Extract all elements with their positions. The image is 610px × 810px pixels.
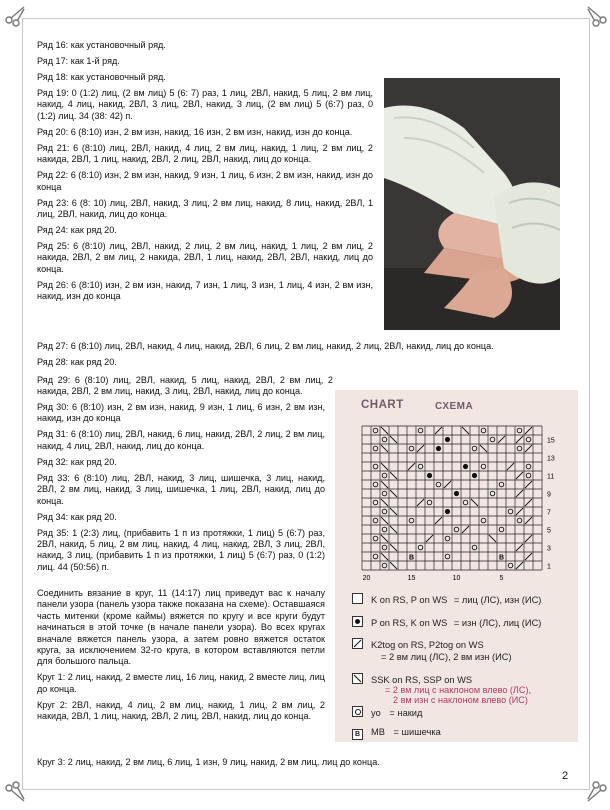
- row-text: Ряд 34: как ряд 20.: [37, 511, 117, 522]
- yarn-over-mark: [373, 428, 378, 433]
- row-text: Ряд 18: как установочный ряд.: [37, 72, 166, 82]
- ssk-mark: [489, 535, 496, 542]
- row-text: Ряд 35: 1 (2:3) лиц, (прибавить 1 п из протяжки, 1 лиц) 5 (6:7) раз, 2ВЛ, накид, 5 лиц, 2 вм лиц, накид, 4 лиц, накид, 2ВЛ, 3 лиц, 2ВЛ, накид, 3 лиц, (прибавить 1 п из протяжки, 1 лиц) 5 (6:7) раз, 0 (1:2) лиц. 44 (50:56) п.: [37, 527, 325, 572]
- yarn-over-mark: [517, 428, 522, 433]
- yarn-over-mark: [472, 446, 477, 451]
- yarn-over-mark: [436, 482, 441, 487]
- legend-ru: = изн (ЛС), лиц (ИС): [453, 618, 542, 628]
- ssk-mark: [462, 427, 469, 434]
- row-text: Ряд 16: как установочный ряд.: [37, 40, 166, 50]
- row-text: Ряд 20: 6 (8:10) изн, 2 вм изн, накид, 16 изн, 2 вм изн, накид, изн до конца.: [37, 126, 353, 137]
- k2tog-mark: [426, 535, 433, 542]
- yarn-over-mark: [373, 518, 378, 523]
- k2tog-mark: [516, 508, 523, 515]
- k2tog-mark: [417, 499, 424, 506]
- purl-dot-icon: [352, 616, 363, 627]
- mittens-photo: [384, 78, 560, 330]
- rows-wide-column: [37, 341, 542, 373]
- yarn-over-mark: [454, 527, 459, 532]
- ssk-icon: [352, 673, 363, 684]
- legend-ru: 2 вм изн с наклоном влево (ИС): [393, 695, 528, 705]
- k2tog-mark: [516, 562, 523, 569]
- k2tog-mark: [525, 499, 532, 506]
- knit-symbol-icon: [352, 593, 363, 604]
- row-text: Круг 3: 2 лиц, накид, 2 вм лиц, 6 лиц, 1 изн, 9 лиц, накид, 2 вм лиц, лиц до конца.: [37, 757, 380, 767]
- yarn-over-mark: [508, 563, 513, 568]
- chart-title-ru: СХЕМА: [435, 401, 474, 412]
- ssk-mark: [390, 436, 397, 443]
- ssk-mark: [381, 499, 388, 506]
- purl-mark: [454, 491, 459, 496]
- page-number: 2: [562, 770, 569, 782]
- bobble-mark: B: [498, 554, 505, 562]
- row-29: [37, 375, 333, 402]
- k2tog-mark: [462, 526, 469, 533]
- ssk-mark: [480, 445, 487, 452]
- k2tog-mark: [516, 490, 523, 497]
- yarn-over-icon: [352, 706, 363, 717]
- yarn-over-mark: [490, 491, 495, 496]
- k2tog-icon: [352, 638, 363, 649]
- column-number-label: 5: [499, 575, 504, 582]
- yarn-over-mark: [427, 500, 432, 505]
- yarn-over-mark: [373, 536, 378, 541]
- row-text: Ряд 29: 6 (8:10) лиц, 2ВЛ, накид, 5 лиц, накид, 2ВЛ, 2 вм лиц, 2 накида, 2ВЛ, 2 вм лиц, накид, 3 лиц, 2ВЛ, накид, лиц до конца.: [37, 375, 333, 397]
- row-text: Ряд 31: 6 (8:10) лиц, 2ВЛ, накид, 6 лиц, накид, 2ВЛ, 2 лиц, 2 вм лиц, накид, 4 лиц, 2ВЛ, накид, лиц до конца.: [37, 429, 325, 451]
- row-text: Ряд 19: 0 (1:2) лиц, (2 вм лиц) 5 (6: 7) раз, 1 лиц, 2ВЛ, накид, 5 лиц, 2 вм лиц, накид, 4 лиц, накид, 2ВЛ, 3 лиц, 2ВЛ, накид, 3 лиц, (2 вм лиц) 5 (6:7) раз, 0 (1:2) лиц. 34 (38: 42) п.: [37, 88, 373, 121]
- purl-mark: [427, 473, 432, 478]
- ssk-mark: [381, 481, 388, 488]
- yarn-over-mark: [517, 518, 522, 523]
- row-number-label: 5: [547, 527, 551, 535]
- ssk-mark: [381, 553, 388, 560]
- yarn-over-mark: [373, 464, 378, 469]
- row-text: Ряд 27: 6 (8:10) лиц, 2ВЛ, накид, 4 лиц, накид, 2ВЛ, 6 лиц, 2 вм лиц, накид, 2 лиц, 2ВЛ, накид, лиц до конца.: [37, 341, 494, 351]
- legend-item: [352, 673, 472, 685]
- purl-mark: [445, 509, 450, 514]
- legend-ru: = 2 вм лиц (ЛС), 2 вм изн (ИС): [381, 652, 512, 662]
- yarn-over-mark: [481, 518, 486, 523]
- yarn-over-mark: [382, 545, 387, 550]
- k2tog-mark: [516, 472, 523, 479]
- yarn-over-mark: [463, 500, 468, 505]
- yarn-over-mark: [418, 464, 423, 469]
- k2tog-mark: [435, 517, 442, 524]
- legend-label: K on RS, P on WS: [371, 595, 448, 605]
- k2tog-mark: [525, 553, 532, 560]
- legend-item: [352, 706, 422, 718]
- ssk-mark: [390, 472, 397, 479]
- yarn-over-mark: [373, 554, 378, 559]
- purl-mark: [445, 437, 450, 442]
- yarn-over-mark: [499, 482, 504, 487]
- row-number-label: 7: [547, 509, 551, 517]
- purl-mark: [436, 446, 441, 451]
- k2tog-mark: [417, 445, 424, 452]
- ssk-mark: [381, 535, 388, 542]
- yarn-over-mark: [526, 464, 531, 469]
- legend-item: [352, 616, 541, 628]
- k2tog-mark: [507, 463, 514, 470]
- rounds-column: [37, 588, 325, 727]
- row-text: Соединить вязание в круг, 11 (14:17) лиц приведут вас к началу панели узора (панель узора также показана на схеме). Оставшаяся часть митенки (кроме каймы) вяжется по кругу и все круги будут начинаться в этой точке (в начале панели узора). Во всех кругах вначале вяжется панель узора, а затем ровно вяжется остаток круга, за исключением 32-го круга, в котором вставляются петли для большого пальца.: [37, 588, 325, 667]
- yarn-over-mark: [490, 437, 495, 442]
- row-text: Ряд 33: 6 (8:10) лиц, 2ВЛ, накид, 3 лиц, шишечка, 3 лиц, накид, 2ВЛ, 2 вм лиц, накид, 3 лиц, шишечка, 1 лиц, 2ВЛ, накид, лиц до конца.: [37, 472, 325, 506]
- yarn-over-mark: [472, 545, 477, 550]
- yarn-over-mark: [382, 473, 387, 478]
- row-number-label: 15: [547, 437, 555, 445]
- legend-label: MB: [371, 727, 385, 737]
- k2tog-mark: [525, 445, 532, 452]
- yarn-over-mark: [508, 509, 513, 514]
- chart-panel: [335, 390, 578, 742]
- yarn-over-mark: [409, 518, 414, 523]
- ssk-mark: [390, 544, 397, 551]
- last-round: [37, 757, 542, 773]
- row-text: Ряд 21: 6 (8:10) лиц, 2ВЛ, накид, 4 лиц, 2 вм лиц, накид, 1 лиц, 2 вм лиц, 2 накида, 2ВЛ, 1 лиц, накид, 2ВЛ, 2 лиц, 2ВЛ, накид, лиц до конца.: [37, 142, 373, 165]
- ssk-mark: [390, 508, 397, 515]
- column-number-label: 10: [452, 575, 461, 582]
- legend-item: [352, 727, 441, 740]
- legend-ru: = лиц (ЛС), изн (ИС): [453, 595, 542, 605]
- ssk-mark: [390, 562, 397, 569]
- ssk-mark: [471, 499, 478, 506]
- k2tog-mark: [525, 517, 532, 524]
- k2tog-mark: [444, 481, 451, 488]
- purl-mark: [463, 464, 468, 469]
- yarn-over-mark: [373, 500, 378, 505]
- ssk-mark: [381, 445, 388, 452]
- k2tog-mark: [498, 436, 505, 443]
- ssk-mark: [381, 517, 388, 524]
- row-text: Ряд 17: как 1-й ряд.: [37, 56, 120, 66]
- row-text: Ряд 28: как ряд 20.: [37, 357, 117, 367]
- yarn-over-mark: [481, 464, 486, 469]
- ssk-mark: [381, 427, 388, 434]
- rows-narrow-column: [37, 402, 325, 578]
- yarn-over-mark: [382, 563, 387, 568]
- k2tog-mark: [408, 463, 415, 470]
- row-text: Ряд 24: как ряд 20.: [37, 225, 117, 236]
- row-number-label: 1: [547, 563, 551, 571]
- row-text: Ряд 30: 6 (8:10) изн, 2 вм изн, накид, 9 изн, 1 лиц, 6 изн, 2 вм изн, накид, изн до конца: [37, 402, 325, 424]
- k2tog-mark: [516, 436, 523, 443]
- row-text: Ряд 26: 6 (8:10) изн, 2 вм изн, накид, 7 изн, 1 лиц, 3 изн, 1 лиц, 4 изн, 2 вм изн, накид, изн до конца: [37, 279, 373, 302]
- k2tog-mark: [525, 427, 532, 434]
- yarn-over-mark: [382, 437, 387, 442]
- rows-top-column: [37, 40, 373, 307]
- k2tog-mark: [516, 544, 523, 551]
- legend-ru: = накид: [389, 708, 423, 718]
- yarn-over-mark: [409, 446, 414, 451]
- yarn-over-mark: [499, 527, 504, 532]
- legend-label: SSK on RS, SSP on WS: [371, 675, 473, 685]
- ssk-mark: [381, 463, 388, 470]
- yarn-over-mark: [445, 554, 450, 559]
- row-number-label: 3: [547, 545, 551, 553]
- row-text: Ряд 25: 6 (8:10) лиц, 2ВЛ, накид, 2 лиц, 2 вм лиц, накид, 1 лиц, 2 вм лиц, 2 накида, 2ВЛ, 2 вм лиц, 2 накида, 2ВЛ, 1 лиц, накид, 2ВЛ, 2ВЛ, накид, лиц до конца.: [37, 241, 373, 274]
- yarn-over-mark: [373, 446, 378, 451]
- yarn-over-mark: [382, 509, 387, 514]
- k2tog-mark: [525, 535, 532, 542]
- ssk-mark: [390, 490, 397, 497]
- yarn-over-mark: [382, 527, 387, 532]
- row-text: Круг 1: 2 лиц, накид, 2 вместе лиц, 16 лиц, накид, 2 вместе лиц, лиц до конца.: [37, 672, 325, 694]
- column-number-label: 15: [407, 575, 416, 582]
- legend-item: [352, 593, 541, 605]
- k2tog-mark: [525, 481, 532, 488]
- yarn-over-mark: [382, 491, 387, 496]
- row-number-label: 9: [547, 491, 551, 499]
- legend-label: yo: [371, 708, 381, 718]
- row-number-label: 13: [547, 455, 555, 463]
- column-number-label: 20: [362, 575, 371, 582]
- legend-item: [352, 638, 484, 650]
- bobble-mark: B: [408, 554, 415, 562]
- legend-ru: = шишечка: [393, 727, 441, 737]
- ssk-mark: [390, 526, 397, 533]
- purl-mark: [472, 473, 477, 478]
- row-text: Ряд 22: 6 (8:10) изн, 2 вм изн, накид, 9 изн, 1 лиц, 6 изн, 2 вм изн, накид, изн до конца: [37, 170, 373, 192]
- yarn-over-mark: [418, 545, 423, 550]
- yarn-over-mark: [526, 473, 531, 478]
- yarn-over-mark: [526, 437, 531, 442]
- row-text: Ряд 23: 6 (8: 10) лиц, 2ВЛ, накид, 3 лиц, 2 вм лиц, накид, 8 лиц, накид, 2ВЛ, 1 лиц, 2ВЛ, накид, лиц до конца.: [37, 197, 373, 220]
- chart-title-en: CHART: [361, 399, 404, 411]
- bobble-icon: B: [352, 729, 363, 740]
- yarn-over-mark: [373, 482, 378, 487]
- row-text: Круг 2: 2ВЛ, накид, 4 лиц, 2 вм лиц, накид, 1 лиц, 2 вм лиц, 2 накида, 2ВЛ, 1 лиц, накид, 2ВЛ, 2 лиц, 2ВЛ, накид, лиц до конца.: [37, 699, 325, 722]
- yarn-over-mark: [481, 428, 486, 433]
- legend-label: P on RS, K on WS: [371, 618, 448, 628]
- row-number-label: 11: [547, 473, 555, 481]
- yarn-over-mark: [418, 428, 423, 433]
- yarn-over-mark: [445, 536, 450, 541]
- stitch-chart: [360, 424, 570, 582]
- legend-label: K2tog on RS, P2tog on WS: [371, 640, 484, 650]
- legend-ru: = 2 вм лиц с наклоном влево (ЛС),: [385, 685, 532, 695]
- row-text: Ряд 32: как ряд 20.: [37, 456, 117, 467]
- yarn-over-mark: [517, 446, 522, 451]
- k2tog-mark: [435, 427, 442, 434]
